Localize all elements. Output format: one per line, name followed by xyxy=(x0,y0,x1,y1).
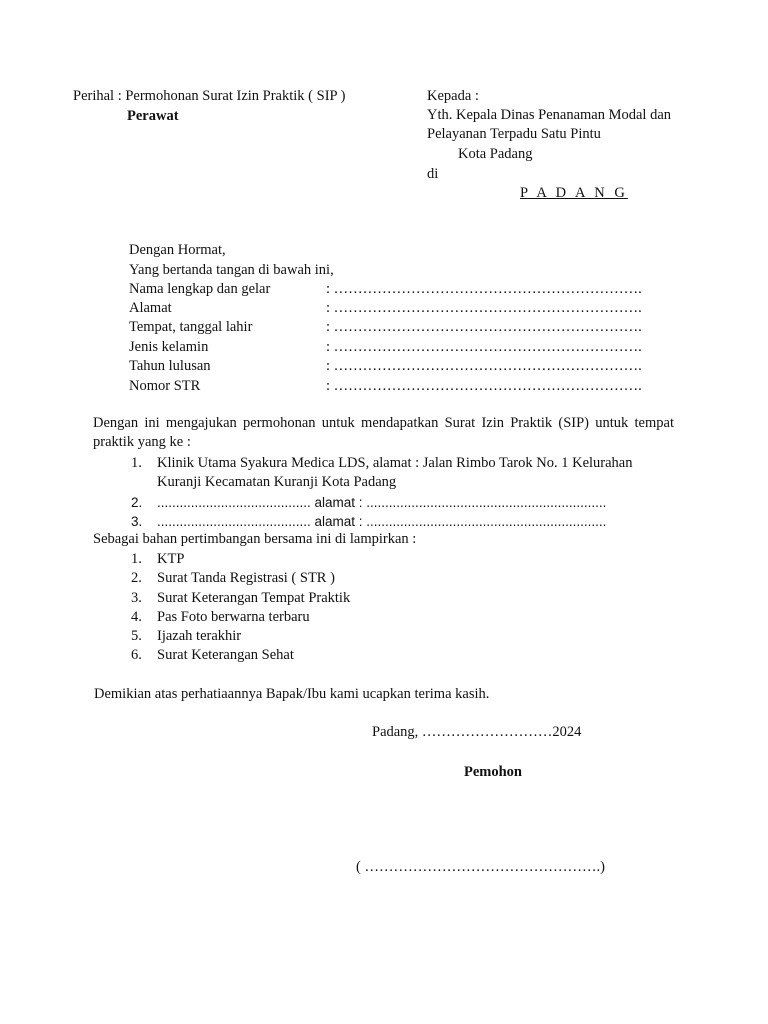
list-item xyxy=(93,569,693,588)
list-text: Kuranji Kecamatan Kuranji Kota Padang xyxy=(157,474,397,491)
list-number: 3. xyxy=(131,589,142,606)
list-text: ......................................... alamat : ................................................................ xyxy=(157,513,607,529)
list-number: 2. xyxy=(131,570,142,587)
field-label: Tempat, tanggal lahir xyxy=(129,319,253,335)
list-item xyxy=(93,493,693,512)
recipient-city-line: Kota Padang xyxy=(458,146,533,162)
list-text: Klinik Utama Syakura Medica LDS, alamat : Jalan Rimbo Tarok No. 1 Kelurahan xyxy=(157,455,633,471)
closing-text: Demikian atas perhatiaannya Bapak/Ibu kami ucapkan terima kasih. xyxy=(94,686,490,702)
recipient-line-1: Yth. Kepala Dinas Penanaman Modal dan xyxy=(427,107,672,123)
list-text: Surat Tanda Registrasi ( STR ) xyxy=(157,570,335,587)
field-value: : ………………………………………………………. xyxy=(326,378,642,394)
subject-line: Perihal : Permohonan Surat Izin Praktik ( SIP ) xyxy=(73,88,346,104)
attachments-list xyxy=(93,550,693,666)
list-text: Surat Keterangan Tempat Praktik xyxy=(157,589,351,606)
recipient-label: Kepada : xyxy=(427,88,479,104)
list-item xyxy=(93,589,693,608)
list-item xyxy=(93,646,693,665)
list-item xyxy=(93,550,693,569)
list-item xyxy=(93,512,693,531)
list-item xyxy=(93,627,693,646)
request-paragraph: Dengan ini mengajukan permohonan untuk mendapatkan Surat Izin Praktik (SIP) untuk tempat praktik yang ke : xyxy=(93,415,674,450)
subject-profession: Perawat xyxy=(127,108,179,124)
place-date: Padang, ………………………2024 xyxy=(372,724,582,740)
field-label: Alamat xyxy=(129,300,172,316)
field-value: : ………………………………………………………. xyxy=(326,358,642,374)
list-number: 5. xyxy=(131,628,142,645)
field-label: Nama lengkap dan gelar xyxy=(129,281,271,297)
recipient-di: di xyxy=(427,166,439,182)
greeting: Dengan Hormat, xyxy=(129,242,226,258)
field-label: Tahun lulusan xyxy=(129,358,211,374)
field-value: : ………………………………………………………. xyxy=(326,339,642,355)
list-text: Surat Keterangan Sehat xyxy=(157,647,294,664)
list-text: KTP xyxy=(157,551,185,567)
field-label: Jenis kelamin xyxy=(129,339,209,355)
list-number: 6. xyxy=(131,647,142,664)
list-number: 1. xyxy=(131,551,142,567)
list-item xyxy=(93,608,693,627)
list-number: 2. xyxy=(131,494,143,510)
recipient-line-2: Pelayanan Terpadu Satu Pintu xyxy=(427,126,601,142)
list-number: 3. xyxy=(131,513,143,529)
field-label: Nomor STR xyxy=(129,378,201,394)
practice-places-list xyxy=(93,454,693,531)
list-text: Ijazah terakhir xyxy=(157,628,242,645)
recipient-city: P A D A N G xyxy=(520,185,628,201)
list-text: Pas Foto berwarna terbaru xyxy=(157,608,310,625)
list-number: 1. xyxy=(131,455,142,471)
list-number: 4. xyxy=(131,608,142,625)
field-value: : ………………………………………………………. xyxy=(326,281,642,297)
field-value: : ………………………………………………………. xyxy=(326,300,642,316)
list-item-continuation xyxy=(93,473,693,492)
list-text: ......................................... alamat : ................................................................ xyxy=(157,494,607,510)
signer-title: Pemohon xyxy=(464,764,522,780)
list-item xyxy=(93,454,693,473)
field-value: : ………………………………………………………. xyxy=(326,319,642,335)
attachments-intro: Sebagai bahan pertimbangan bersama ini di lampirkan : xyxy=(93,531,417,547)
signature-name-line: ( ………………………………………….) xyxy=(356,859,605,875)
intro-text: Yang bertanda tangan di bawah ini, xyxy=(129,262,334,278)
